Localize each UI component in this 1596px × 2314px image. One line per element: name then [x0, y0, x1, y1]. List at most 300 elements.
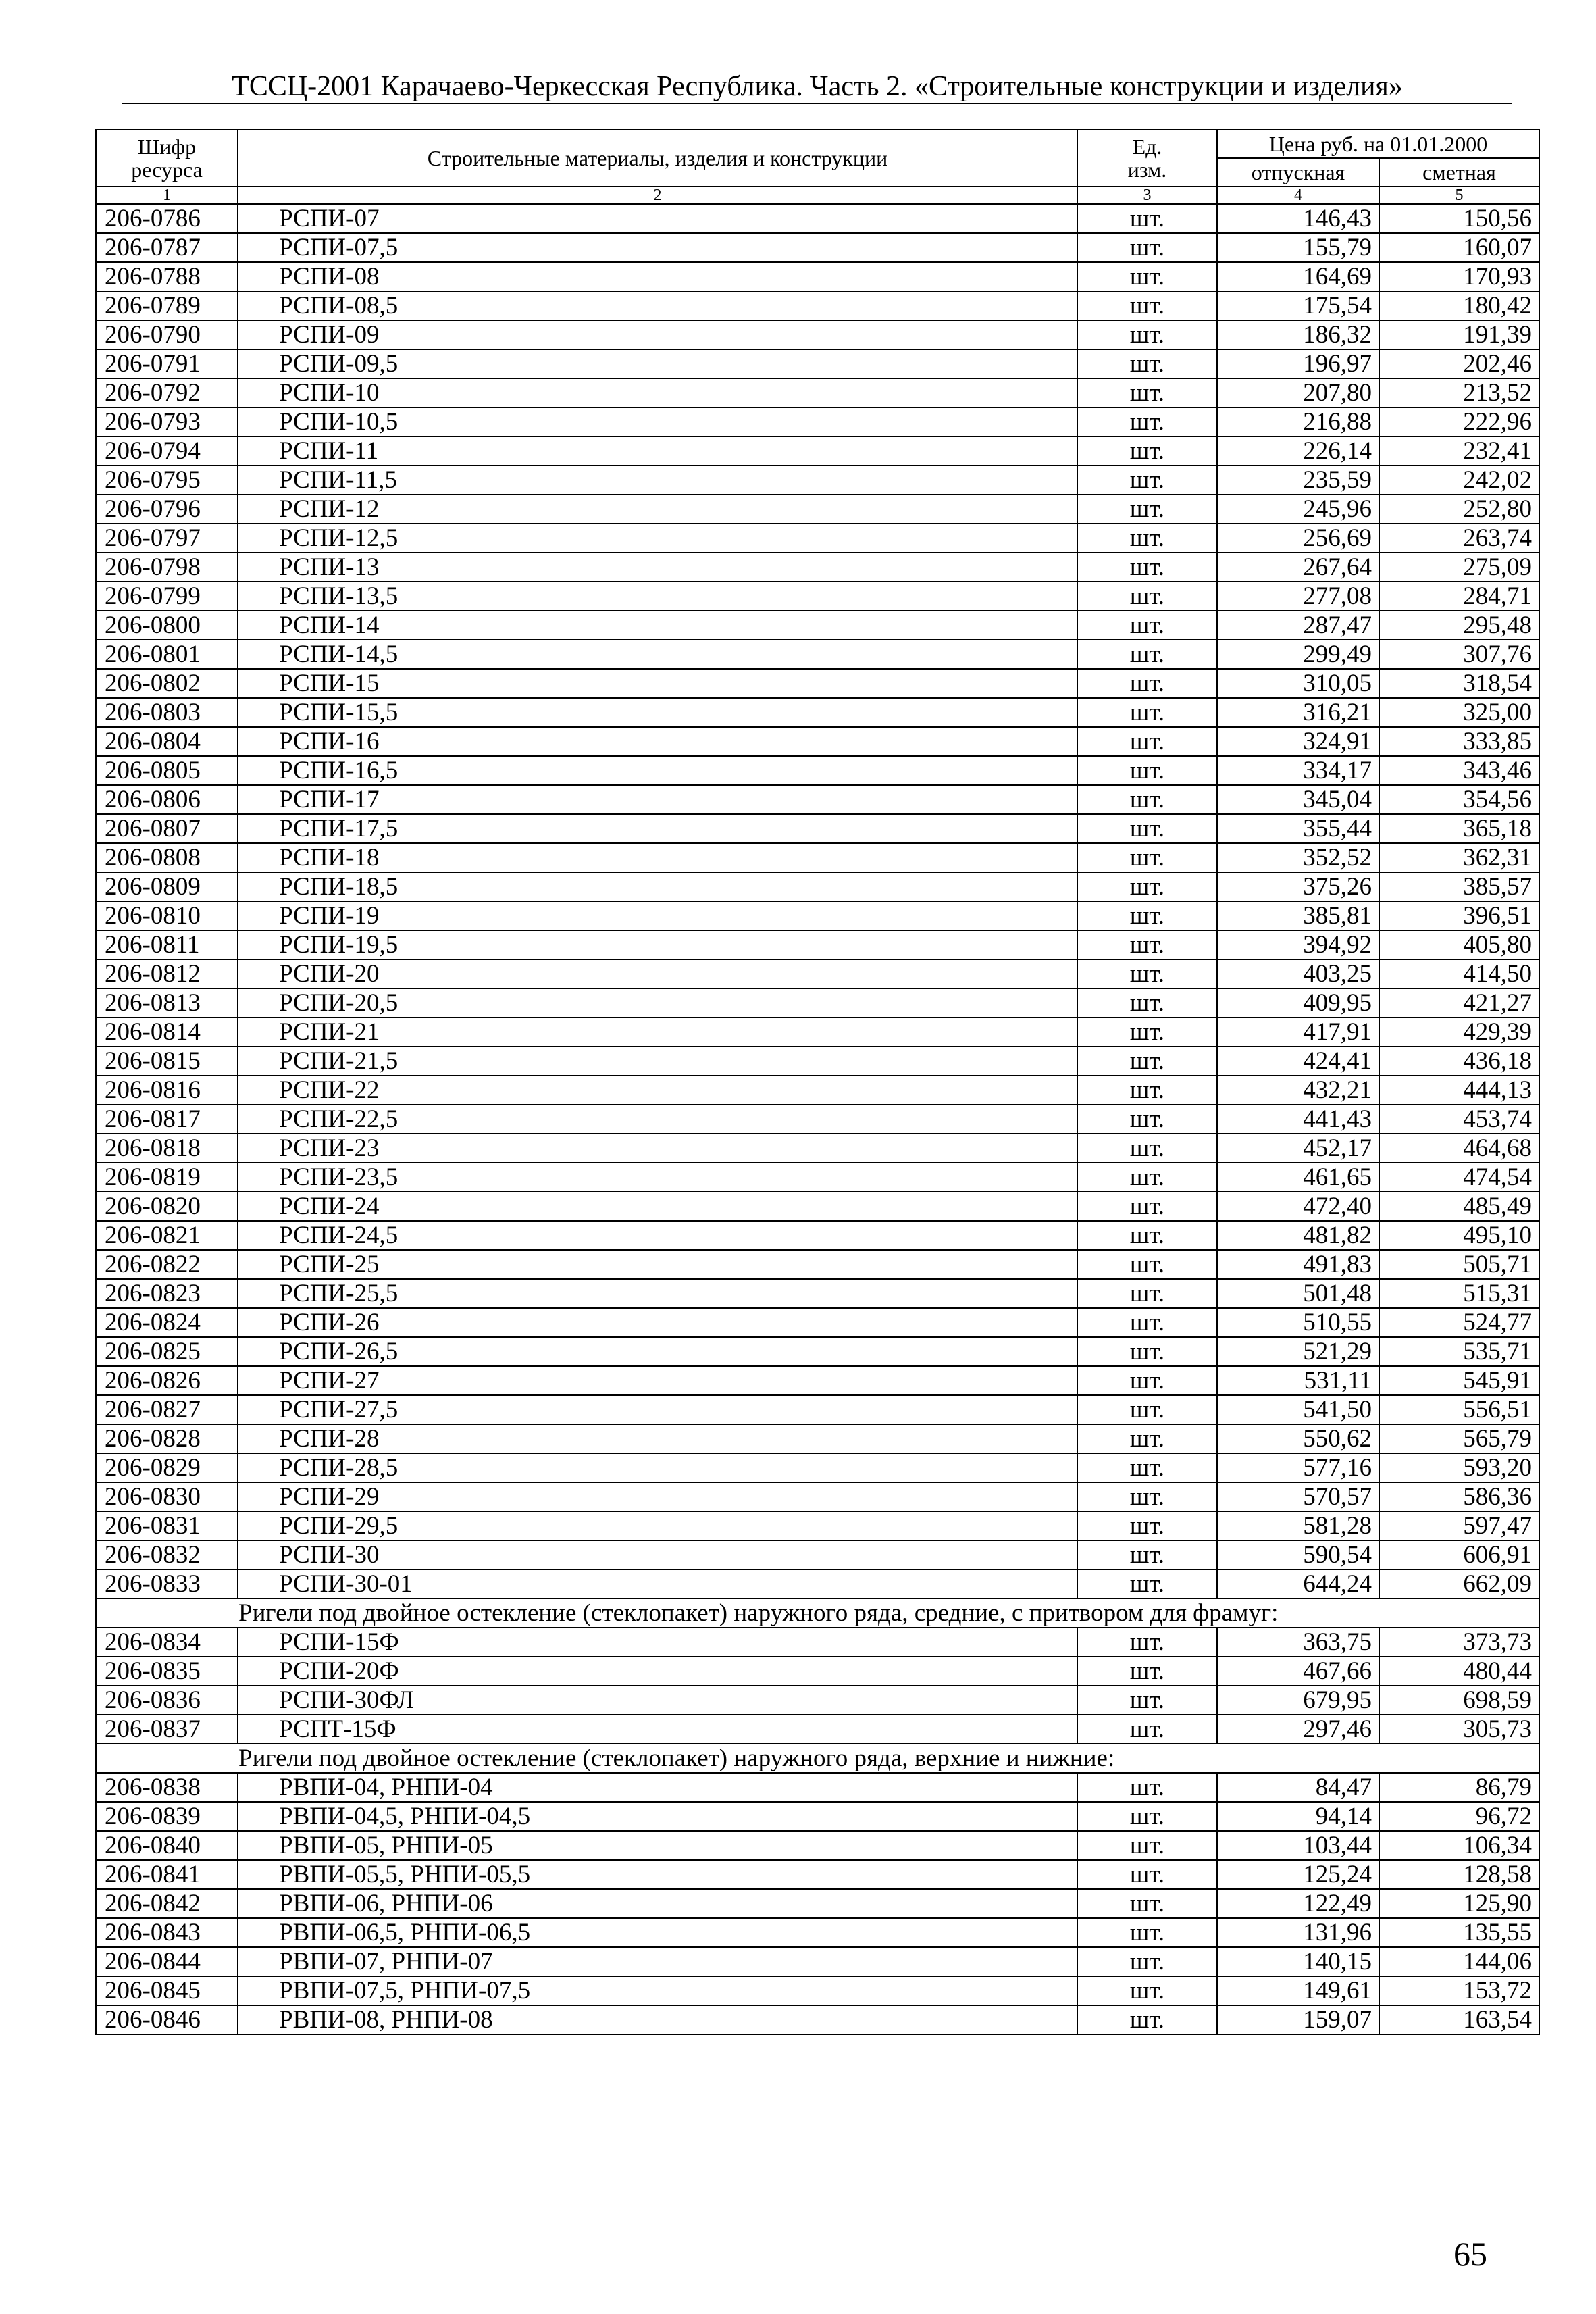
estimate-price-cell: 453,74	[1379, 1105, 1539, 1134]
unit-cell: шт.	[1077, 756, 1217, 785]
release-price-cell: 375,26	[1217, 872, 1379, 901]
item-name-cell: РСПИ-14	[238, 611, 1077, 640]
release-price-cell: 159,07	[1217, 2005, 1379, 2034]
table-row	[96, 1889, 1539, 1918]
table-row	[96, 640, 1539, 669]
item-name-cell: РСПИ-30-01	[238, 1569, 1077, 1599]
release-price-cell: 409,95	[1217, 988, 1379, 1017]
release-price-cell: 297,46	[1217, 1715, 1379, 1744]
release-price-cell: 324,91	[1217, 727, 1379, 756]
release-price-cell: 550,62	[1217, 1424, 1379, 1453]
release-price-cell: 417,91	[1217, 1017, 1379, 1047]
table-row	[96, 1918, 1539, 1947]
unit-cell: шт.	[1077, 582, 1217, 611]
resource-code-cell: 206-0801	[96, 640, 238, 669]
table-row	[96, 1686, 1539, 1715]
item-name-cell: РВПИ-06,5, РНПИ-06,5	[238, 1918, 1077, 1947]
release-price-cell: 352,52	[1217, 843, 1379, 872]
estimate-price-cell: 480,44	[1379, 1657, 1539, 1686]
estimate-price-cell: 698,59	[1379, 1686, 1539, 1715]
table-row	[96, 320, 1539, 349]
resource-code-cell: 206-0828	[96, 1424, 238, 1453]
release-price-cell: 267,64	[1217, 553, 1379, 582]
estimate-price-cell: 305,73	[1379, 1715, 1539, 1744]
item-name-cell: РСПИ-20	[238, 959, 1077, 988]
resource-code-cell: 206-0841	[96, 1860, 238, 1889]
estimate-price-cell: 535,71	[1379, 1337, 1539, 1366]
estimate-price-cell: 444,13	[1379, 1076, 1539, 1105]
table-row	[96, 1453, 1539, 1482]
estimate-price-cell: 325,00	[1379, 698, 1539, 727]
estimate-price-cell: 295,48	[1379, 611, 1539, 640]
estimate-price-cell: 515,31	[1379, 1279, 1539, 1308]
release-price-cell: 345,04	[1217, 785, 1379, 814]
resource-code-cell: 206-0835	[96, 1657, 238, 1686]
release-price-cell: 467,66	[1217, 1657, 1379, 1686]
table-row	[96, 901, 1539, 930]
unit-cell: шт.	[1077, 553, 1217, 582]
estimate-price-cell: 307,76	[1379, 640, 1539, 669]
unit-cell: шт.	[1077, 1337, 1217, 1366]
column-number: 3	[1077, 186, 1217, 204]
estimate-price-cell: 232,41	[1379, 436, 1539, 466]
release-price-cell: 679,95	[1217, 1686, 1379, 1715]
item-name-cell: РВПИ-05,5, РНПИ-05,5	[238, 1860, 1077, 1889]
resource-code-cell: 206-0791	[96, 349, 238, 378]
release-price-cell: 155,79	[1217, 233, 1379, 262]
estimate-price-cell: 365,18	[1379, 814, 1539, 843]
release-price-cell: 103,44	[1217, 1831, 1379, 1860]
table-row	[96, 1366, 1539, 1395]
column-header-estimate: сметная	[1379, 158, 1539, 186]
resource-code-cell: 206-0790	[96, 320, 238, 349]
unit-cell: шт.	[1077, 1105, 1217, 1134]
unit-cell: шт.	[1077, 1221, 1217, 1250]
resource-code-cell: 206-0809	[96, 872, 238, 901]
resource-code-cell: 206-0822	[96, 1250, 238, 1279]
item-name-cell: РСПИ-26	[238, 1308, 1077, 1337]
resource-code-cell: 206-0812	[96, 959, 238, 988]
item-name-cell: РСПИ-12,5	[238, 524, 1077, 553]
table-row	[96, 1860, 1539, 1889]
estimate-price-cell: 160,07	[1379, 233, 1539, 262]
estimate-price-cell: 556,51	[1379, 1395, 1539, 1424]
item-name-cell: РСПИ-26,5	[238, 1337, 1077, 1366]
header-rule	[122, 103, 1512, 104]
estimate-price-cell: 222,96	[1379, 407, 1539, 436]
unit-cell: шт.	[1077, 1163, 1217, 1192]
table-row	[96, 466, 1539, 495]
table-row	[96, 1192, 1539, 1221]
resource-code-cell: 206-0834	[96, 1628, 238, 1657]
section-heading: Ригели под двойное остекление (стеклопакет) наружного ряда, верхние и нижние:	[96, 1744, 1539, 1773]
release-price-cell: 125,24	[1217, 1860, 1379, 1889]
resource-code-cell: 206-0818	[96, 1134, 238, 1163]
estimate-price-cell: 405,80	[1379, 930, 1539, 959]
resource-code-cell: 206-0806	[96, 785, 238, 814]
release-price-cell: 256,69	[1217, 524, 1379, 553]
table-row	[96, 1715, 1539, 1744]
item-name-cell: РСПИ-10	[238, 378, 1077, 407]
resource-code-cell: 206-0837	[96, 1715, 238, 1744]
resource-code-cell: 206-0826	[96, 1366, 238, 1395]
estimate-price-cell: 565,79	[1379, 1424, 1539, 1453]
item-name-cell: РСПИ-07	[238, 204, 1077, 233]
table-row	[96, 262, 1539, 291]
unit-cell: шт.	[1077, 1976, 1217, 2005]
unit-cell: шт.	[1077, 1308, 1217, 1337]
resource-code-cell: 206-0830	[96, 1482, 238, 1511]
table-body	[96, 204, 1539, 2034]
estimate-price-cell: 474,54	[1379, 1163, 1539, 1192]
release-price-cell: 175,54	[1217, 291, 1379, 320]
unit-cell: шт.	[1077, 1860, 1217, 1889]
release-price-cell: 287,47	[1217, 611, 1379, 640]
estimate-price-cell: 495,10	[1379, 1221, 1539, 1250]
item-name-cell: РСПИ-15Ф	[238, 1628, 1077, 1657]
item-name-cell: РВПИ-05, РНПИ-05	[238, 1831, 1077, 1860]
release-price-cell: 461,65	[1217, 1163, 1379, 1192]
table-row	[96, 1221, 1539, 1250]
estimate-price-cell: 586,36	[1379, 1482, 1539, 1511]
item-name-cell: РСПИ-11	[238, 436, 1077, 466]
unit-cell: шт.	[1077, 2005, 1217, 2034]
estimate-price-cell: 385,57	[1379, 872, 1539, 901]
table-row	[96, 698, 1539, 727]
unit-cell: шт.	[1077, 320, 1217, 349]
release-price-cell: 310,05	[1217, 669, 1379, 698]
column-header-price: Цена руб. на 01.01.2000	[1217, 130, 1539, 158]
unit-cell: шт.	[1077, 1628, 1217, 1657]
table-row	[96, 233, 1539, 262]
item-name-cell: РСПИ-24,5	[238, 1221, 1077, 1250]
table-row	[96, 1076, 1539, 1105]
estimate-price-cell: 436,18	[1379, 1047, 1539, 1076]
release-price-cell: 334,17	[1217, 756, 1379, 785]
resource-code-cell: 206-0827	[96, 1395, 238, 1424]
unit-cell: шт.	[1077, 466, 1217, 495]
item-name-cell: РСПИ-13	[238, 553, 1077, 582]
resource-code-cell: 206-0839	[96, 1802, 238, 1831]
estimate-price-cell: 144,06	[1379, 1947, 1539, 1976]
unit-cell: шт.	[1077, 872, 1217, 901]
item-name-cell: РСПИ-15,5	[238, 698, 1077, 727]
release-price-cell: 531,11	[1217, 1366, 1379, 1395]
unit-cell: шт.	[1077, 669, 1217, 698]
item-name-cell: РСПИ-08,5	[238, 291, 1077, 320]
unit-cell: шт.	[1077, 1657, 1217, 1686]
estimate-price-cell: 362,31	[1379, 843, 1539, 872]
release-price-cell: 207,80	[1217, 378, 1379, 407]
resource-code-cell: 206-0808	[96, 843, 238, 872]
table-row	[96, 843, 1539, 872]
unit-cell: шт.	[1077, 843, 1217, 872]
table-row	[96, 436, 1539, 466]
release-price-cell: 570,57	[1217, 1482, 1379, 1511]
estimate-price-cell: 396,51	[1379, 901, 1539, 930]
release-price-cell: 94,14	[1217, 1802, 1379, 1831]
release-price-cell: 432,21	[1217, 1076, 1379, 1105]
release-price-cell: 164,69	[1217, 262, 1379, 291]
unit-cell: шт.	[1077, 1424, 1217, 1453]
resource-code-cell: 206-0802	[96, 669, 238, 698]
resource-code-cell: 206-0831	[96, 1511, 238, 1540]
item-name-cell: РСПИ-30	[238, 1540, 1077, 1569]
unit-cell: шт.	[1077, 1076, 1217, 1105]
estimate-price-cell: 275,09	[1379, 553, 1539, 582]
resource-code-cell: 206-0836	[96, 1686, 238, 1715]
resource-code-cell: 206-0844	[96, 1947, 238, 1976]
unit-cell: шт.	[1077, 727, 1217, 756]
resource-code-cell: 206-0838	[96, 1773, 238, 1802]
release-price-cell: 131,96	[1217, 1918, 1379, 1947]
table-row	[96, 1657, 1539, 1686]
release-price-cell: 316,21	[1217, 698, 1379, 727]
estimate-price-cell: 96,72	[1379, 1802, 1539, 1831]
table-row	[96, 1017, 1539, 1047]
estimate-price-cell: 106,34	[1379, 1831, 1539, 1860]
column-number: 1	[96, 186, 238, 204]
item-name-cell: РСПИ-23,5	[238, 1163, 1077, 1192]
table-row	[96, 1105, 1539, 1134]
unit-cell: шт.	[1077, 988, 1217, 1017]
resource-code-cell: 206-0789	[96, 291, 238, 320]
item-name-cell: РСПИ-20,5	[238, 988, 1077, 1017]
column-header-name: Строительные материалы, изделия и конструкции	[238, 130, 1077, 186]
table-row	[96, 669, 1539, 698]
unit-cell: шт.	[1077, 1017, 1217, 1047]
release-price-cell: 226,14	[1217, 436, 1379, 466]
resource-code-cell: 206-0840	[96, 1831, 238, 1860]
unit-cell: шт.	[1077, 291, 1217, 320]
table-row	[96, 1424, 1539, 1453]
release-price-cell: 216,88	[1217, 407, 1379, 436]
item-name-cell: РСПИ-18,5	[238, 872, 1077, 901]
table-row	[96, 1250, 1539, 1279]
item-name-cell: РСПИ-15	[238, 669, 1077, 698]
unit-cell: шт.	[1077, 378, 1217, 407]
release-price-cell: 403,25	[1217, 959, 1379, 988]
estimate-price-cell: 343,46	[1379, 756, 1539, 785]
estimate-price-cell: 421,27	[1379, 988, 1539, 1017]
item-name-cell: РСПИ-28	[238, 1424, 1077, 1453]
unit-cell: шт.	[1077, 1134, 1217, 1163]
table-row	[96, 727, 1539, 756]
release-price-cell: 394,92	[1217, 930, 1379, 959]
estimate-price-cell: 170,93	[1379, 262, 1539, 291]
release-price-cell: 452,17	[1217, 1134, 1379, 1163]
table-row	[96, 1773, 1539, 1802]
table-row	[96, 1395, 1539, 1424]
estimate-price-cell: 505,71	[1379, 1250, 1539, 1279]
section-heading: Ригели под двойное остекление (стеклопакет) наружного ряда, средние, с притвором для фрамуг:	[96, 1599, 1539, 1628]
resource-code-cell: 206-0842	[96, 1889, 238, 1918]
item-name-cell: РСПИ-25	[238, 1250, 1077, 1279]
unit-cell: шт.	[1077, 611, 1217, 640]
table-row	[96, 1540, 1539, 1569]
release-price-cell: 541,50	[1217, 1395, 1379, 1424]
unit-cell: шт.	[1077, 1918, 1217, 1947]
unit-cell: шт.	[1077, 1395, 1217, 1424]
item-name-cell: РСПИ-29,5	[238, 1511, 1077, 1540]
estimate-price-cell: 135,55	[1379, 1918, 1539, 1947]
table-row	[96, 1482, 1539, 1511]
resource-code-cell: 206-0797	[96, 524, 238, 553]
estimate-price-cell: 191,39	[1379, 320, 1539, 349]
release-price-cell: 245,96	[1217, 495, 1379, 524]
table-row	[96, 204, 1539, 233]
unit-cell: шт.	[1077, 1482, 1217, 1511]
estimate-price-cell: 252,80	[1379, 495, 1539, 524]
table-row	[96, 407, 1539, 436]
unit-cell: шт.	[1077, 814, 1217, 843]
table-row	[96, 378, 1539, 407]
column-number: 5	[1379, 186, 1539, 204]
item-name-cell: РВПИ-08, РНПИ-08	[238, 2005, 1077, 2034]
estimate-price-cell: 354,56	[1379, 785, 1539, 814]
release-price-cell: 385,81	[1217, 901, 1379, 930]
unit-cell: шт.	[1077, 1947, 1217, 1976]
unit-cell: шт.	[1077, 1453, 1217, 1482]
resource-code-cell: 206-0819	[96, 1163, 238, 1192]
unit-cell: шт.	[1077, 1366, 1217, 1395]
item-name-cell: РСПИ-09	[238, 320, 1077, 349]
table-row	[96, 2005, 1539, 2034]
unit-cell: шт.	[1077, 785, 1217, 814]
resource-code-cell: 206-0793	[96, 407, 238, 436]
estimate-price-cell: 545,91	[1379, 1366, 1539, 1395]
item-name-cell: РСПИ-25,5	[238, 1279, 1077, 1308]
resource-code-cell: 206-0788	[96, 262, 238, 291]
item-name-cell: РВПИ-04, РНПИ-04	[238, 1773, 1077, 1802]
resource-code-cell: 206-0807	[96, 814, 238, 843]
table-row	[96, 524, 1539, 553]
estimate-price-cell: 464,68	[1379, 1134, 1539, 1163]
release-price-cell: 140,15	[1217, 1947, 1379, 1976]
table-row	[96, 1947, 1539, 1976]
unit-cell: шт.	[1077, 1889, 1217, 1918]
item-name-cell: РСПИ-19	[238, 901, 1077, 930]
unit-cell: шт.	[1077, 1511, 1217, 1540]
release-price-cell: 581,28	[1217, 1511, 1379, 1540]
unit-cell: шт.	[1077, 1279, 1217, 1308]
table-row	[96, 1279, 1539, 1308]
release-price-cell: 521,29	[1217, 1337, 1379, 1366]
item-name-cell: РСПИ-19,5	[238, 930, 1077, 959]
release-price-cell: 577,16	[1217, 1453, 1379, 1482]
table-row	[96, 785, 1539, 814]
estimate-price-cell: 373,73	[1379, 1628, 1539, 1657]
item-name-cell: РСПИ-27	[238, 1366, 1077, 1395]
table-row	[96, 291, 1539, 320]
estimate-price-cell: 163,54	[1379, 2005, 1539, 2034]
item-name-cell: РСПИ-07,5	[238, 233, 1077, 262]
unit-cell: шт.	[1077, 901, 1217, 930]
item-name-cell: РСПИ-18	[238, 843, 1077, 872]
table-row	[96, 1569, 1539, 1599]
item-name-cell: РСПИ-24	[238, 1192, 1077, 1221]
table-row	[96, 959, 1539, 988]
resource-code-cell: 206-0843	[96, 1918, 238, 1947]
estimate-price-cell: 318,54	[1379, 669, 1539, 698]
column-number: 2	[238, 186, 1077, 204]
release-price-cell: 355,44	[1217, 814, 1379, 843]
table-row	[96, 495, 1539, 524]
release-price-cell: 363,75	[1217, 1628, 1379, 1657]
estimate-price-cell: 662,09	[1379, 1569, 1539, 1599]
item-name-cell: РСПИ-29	[238, 1482, 1077, 1511]
estimate-price-cell: 180,42	[1379, 291, 1539, 320]
resource-code-cell: 206-0798	[96, 553, 238, 582]
resource-code-cell: 206-0792	[96, 378, 238, 407]
estimate-price-cell: 125,90	[1379, 1889, 1539, 1918]
table-row	[96, 1337, 1539, 1366]
table-row	[96, 930, 1539, 959]
item-name-cell: РСПИ-21	[238, 1017, 1077, 1047]
resource-code-cell: 206-0813	[96, 988, 238, 1017]
section-row	[96, 1744, 1539, 1773]
item-name-cell: РСПИ-28,5	[238, 1453, 1077, 1482]
item-name-cell: РСПИ-13,5	[238, 582, 1077, 611]
estimate-price-cell: 284,71	[1379, 582, 1539, 611]
estimate-price-cell: 150,56	[1379, 204, 1539, 233]
release-price-cell: 491,83	[1217, 1250, 1379, 1279]
unit-cell: шт.	[1077, 349, 1217, 378]
estimate-price-cell: 153,72	[1379, 1976, 1539, 2005]
column-number: 4	[1217, 186, 1379, 204]
unit-cell: шт.	[1077, 436, 1217, 466]
item-name-cell: РСПИ-20Ф	[238, 1657, 1077, 1686]
resource-code-cell: 206-0833	[96, 1569, 238, 1599]
estimate-price-cell: 597,47	[1379, 1511, 1539, 1540]
release-price-cell: 472,40	[1217, 1192, 1379, 1221]
item-name-cell: РСПИ-27,5	[238, 1395, 1077, 1424]
estimate-price-cell: 202,46	[1379, 349, 1539, 378]
release-price-cell: 299,49	[1217, 640, 1379, 669]
resource-code-cell: 206-0825	[96, 1337, 238, 1366]
resource-code-cell: 206-0804	[96, 727, 238, 756]
estimate-price-cell: 213,52	[1379, 378, 1539, 407]
table-row	[96, 872, 1539, 901]
table-row	[96, 611, 1539, 640]
unit-cell: шт.	[1077, 407, 1217, 436]
item-name-cell: РСПИ-23	[238, 1134, 1077, 1163]
resource-code-cell: 206-0794	[96, 436, 238, 466]
table-row	[96, 1976, 1539, 2005]
resource-code-cell: 206-0796	[96, 495, 238, 524]
resource-code-cell: 206-0795	[96, 466, 238, 495]
unit-cell: шт.	[1077, 1802, 1217, 1831]
item-name-cell: РСПИ-21,5	[238, 1047, 1077, 1076]
resource-code-cell: 206-0817	[96, 1105, 238, 1134]
release-price-cell: 501,48	[1217, 1279, 1379, 1308]
item-name-cell: РСПИ-12	[238, 495, 1077, 524]
item-name-cell: РСПИ-10,5	[238, 407, 1077, 436]
item-name-cell: РСПИ-09,5	[238, 349, 1077, 378]
release-price-cell: 441,43	[1217, 1105, 1379, 1134]
table-row	[96, 582, 1539, 611]
resource-code-cell: 206-0787	[96, 233, 238, 262]
table-row	[96, 1134, 1539, 1163]
unit-cell: шт.	[1077, 204, 1217, 233]
resource-code-cell: 206-0820	[96, 1192, 238, 1221]
resource-code-cell: 206-0821	[96, 1221, 238, 1250]
item-name-cell: РСПИ-22,5	[238, 1105, 1077, 1134]
item-name-cell: РВПИ-07,5, РНПИ-07,5	[238, 1976, 1077, 2005]
release-price-cell: 84,47	[1217, 1773, 1379, 1802]
table-row	[96, 553, 1539, 582]
release-price-cell: 186,32	[1217, 320, 1379, 349]
